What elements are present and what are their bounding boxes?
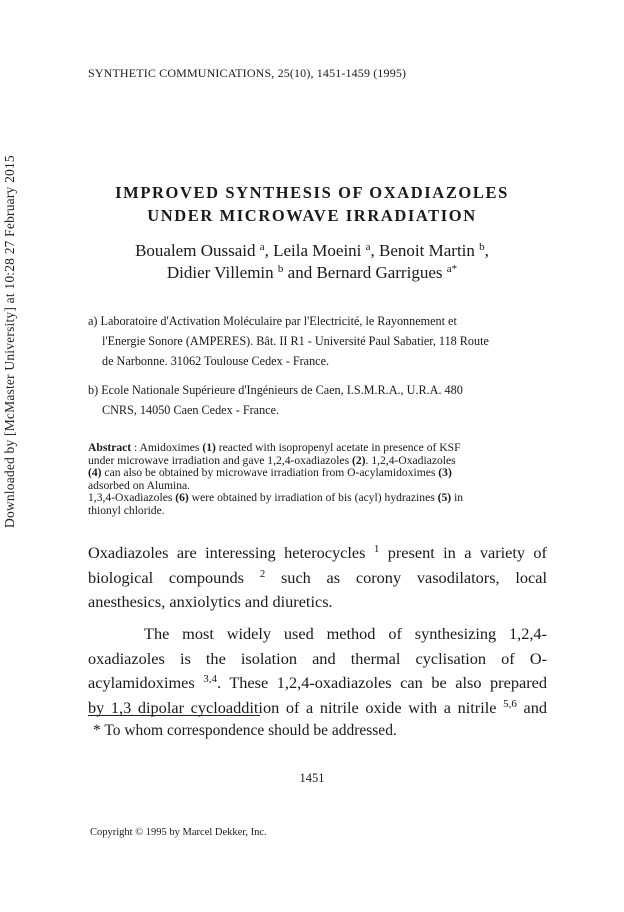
abstract [88,442,548,518]
affiliation-line: CNRS, 14050 Caen Cedex - France. [102,403,280,417]
authors-line-1 [0,241,624,261]
author-name: Didier Villemin [166,263,278,282]
compound-number: (1) [202,441,216,454]
abstract-label: Abstract [88,441,132,454]
abstract-text: 1,3,4-Oxadiazoles [88,491,176,505]
affiliation-mark: a* [446,263,458,275]
title-line-1: IMPROVED SYNTHESIS OF OXADIAZOLES [115,183,509,202]
author-name: , Benoit Martin [370,241,480,260]
body-line: oxadiazoles is the isolation and thermal cyclisation of O- [88,648,547,668]
compound-number: (3) [438,466,452,480]
abstract-text: were obtained by irradiation of bis (acyl) hydrazines [188,491,438,505]
citation-ref: 2 [259,567,266,580]
body-text: Oxadiazoles are interessing heterocycles [88,543,374,562]
body-text: by 1,3 dipolar cycloaddition of a nitrile oxide with a nitrile [88,697,504,717]
authors-line-2 [0,263,624,283]
body-line [88,566,547,591]
author-sep: , [484,241,489,260]
compound-number: (4) [88,466,102,480]
body-text: . These 1,2,4-oxadiazoles can be also prepared [217,673,547,692]
body-text: biological compounds [88,567,260,587]
body-text: present in a variety of [379,543,547,562]
body-line [88,696,547,721]
citation-ref: 5,6 [503,697,517,710]
affiliation-line: b) Ecole Nationale Supérieure d'Ingénieurs de Caen, I.S.M.R.A., U.R.A. 480 [88,383,463,397]
body-text: such as corony vasodilators, local [265,567,547,587]
affiliation-mark: a [259,241,265,253]
body-line: The most widely used method of synthesizing 1,2,4- [144,624,547,643]
affiliation-b [88,380,558,420]
affiliation-a [88,311,558,371]
body-line [88,541,547,566]
abstract-text: : Amidoximes [131,441,203,454]
paragraph-2 [88,622,547,720]
citation-ref: 1 [373,543,380,555]
compound-number: (6) [175,491,189,505]
download-note: Downloaded by [McMaster University] at 10:28 27 February 2015 [2,155,17,528]
footnote-rule [88,715,260,716]
author-name: and Bernard Garrigues [283,263,447,282]
citation-ref: 3,4 [203,673,218,685]
author-name: , Leila Moeini [264,241,366,260]
body-text: and [516,697,548,717]
affiliation-line: l'Energie Sonore (AMPERES). Bât. II R1 - Université Paul Sabatier, 118 Route [102,334,489,348]
abstract-text: under microwave irradiation and gave 1,2,4-oxadiazoles [88,453,352,467]
author-name: Boualem Oussaid [135,241,260,260]
compound-number: (2) [351,453,366,467]
running-header: SYNTHETIC COMMUNICATIONS, 25(10), 1451-1459 (1995) [88,66,407,80]
page-number: 1451 [299,771,325,785]
affiliation-mark: a [365,241,371,253]
body-line: anesthesics, anxiolytics and diuretics. [88,592,333,611]
paragraph-1 [88,541,547,615]
abstract-text: reacted with isopropenyl acetate in presence of KSF [215,441,461,454]
compound-number: (5) [437,491,452,505]
affiliation-line: a) Laboratoire d'Activation Moléculaire par l'Electricité, le Rayonnement et [88,314,457,328]
footnote: * To whom correspondence should be addressed. [93,722,397,739]
body-text: acylamidoximes [88,673,204,692]
abstract-text: . 1,2,4-Oxadiazoles [365,453,456,467]
abstract-text: thionyl chloride. [88,503,165,517]
copyright-notice: Copyright © 1995 by Marcel Dekker, Inc. [90,827,267,838]
affiliation-mark: b [277,263,284,275]
abstract-text: adsorbed on Alumina. [88,478,191,492]
body-line [88,671,547,696]
title-line-2: UNDER MICROWAVE IRRADIATION [147,206,477,225]
abstract-text: in [451,491,464,505]
abstract-text: can also be obtained by microwave irradiation from O-acylamidoximes [101,466,439,480]
affiliation-mark: b [479,241,485,253]
affiliation-line: de Narbonne. 31062 Toulouse Cedex - France. [102,354,330,368]
